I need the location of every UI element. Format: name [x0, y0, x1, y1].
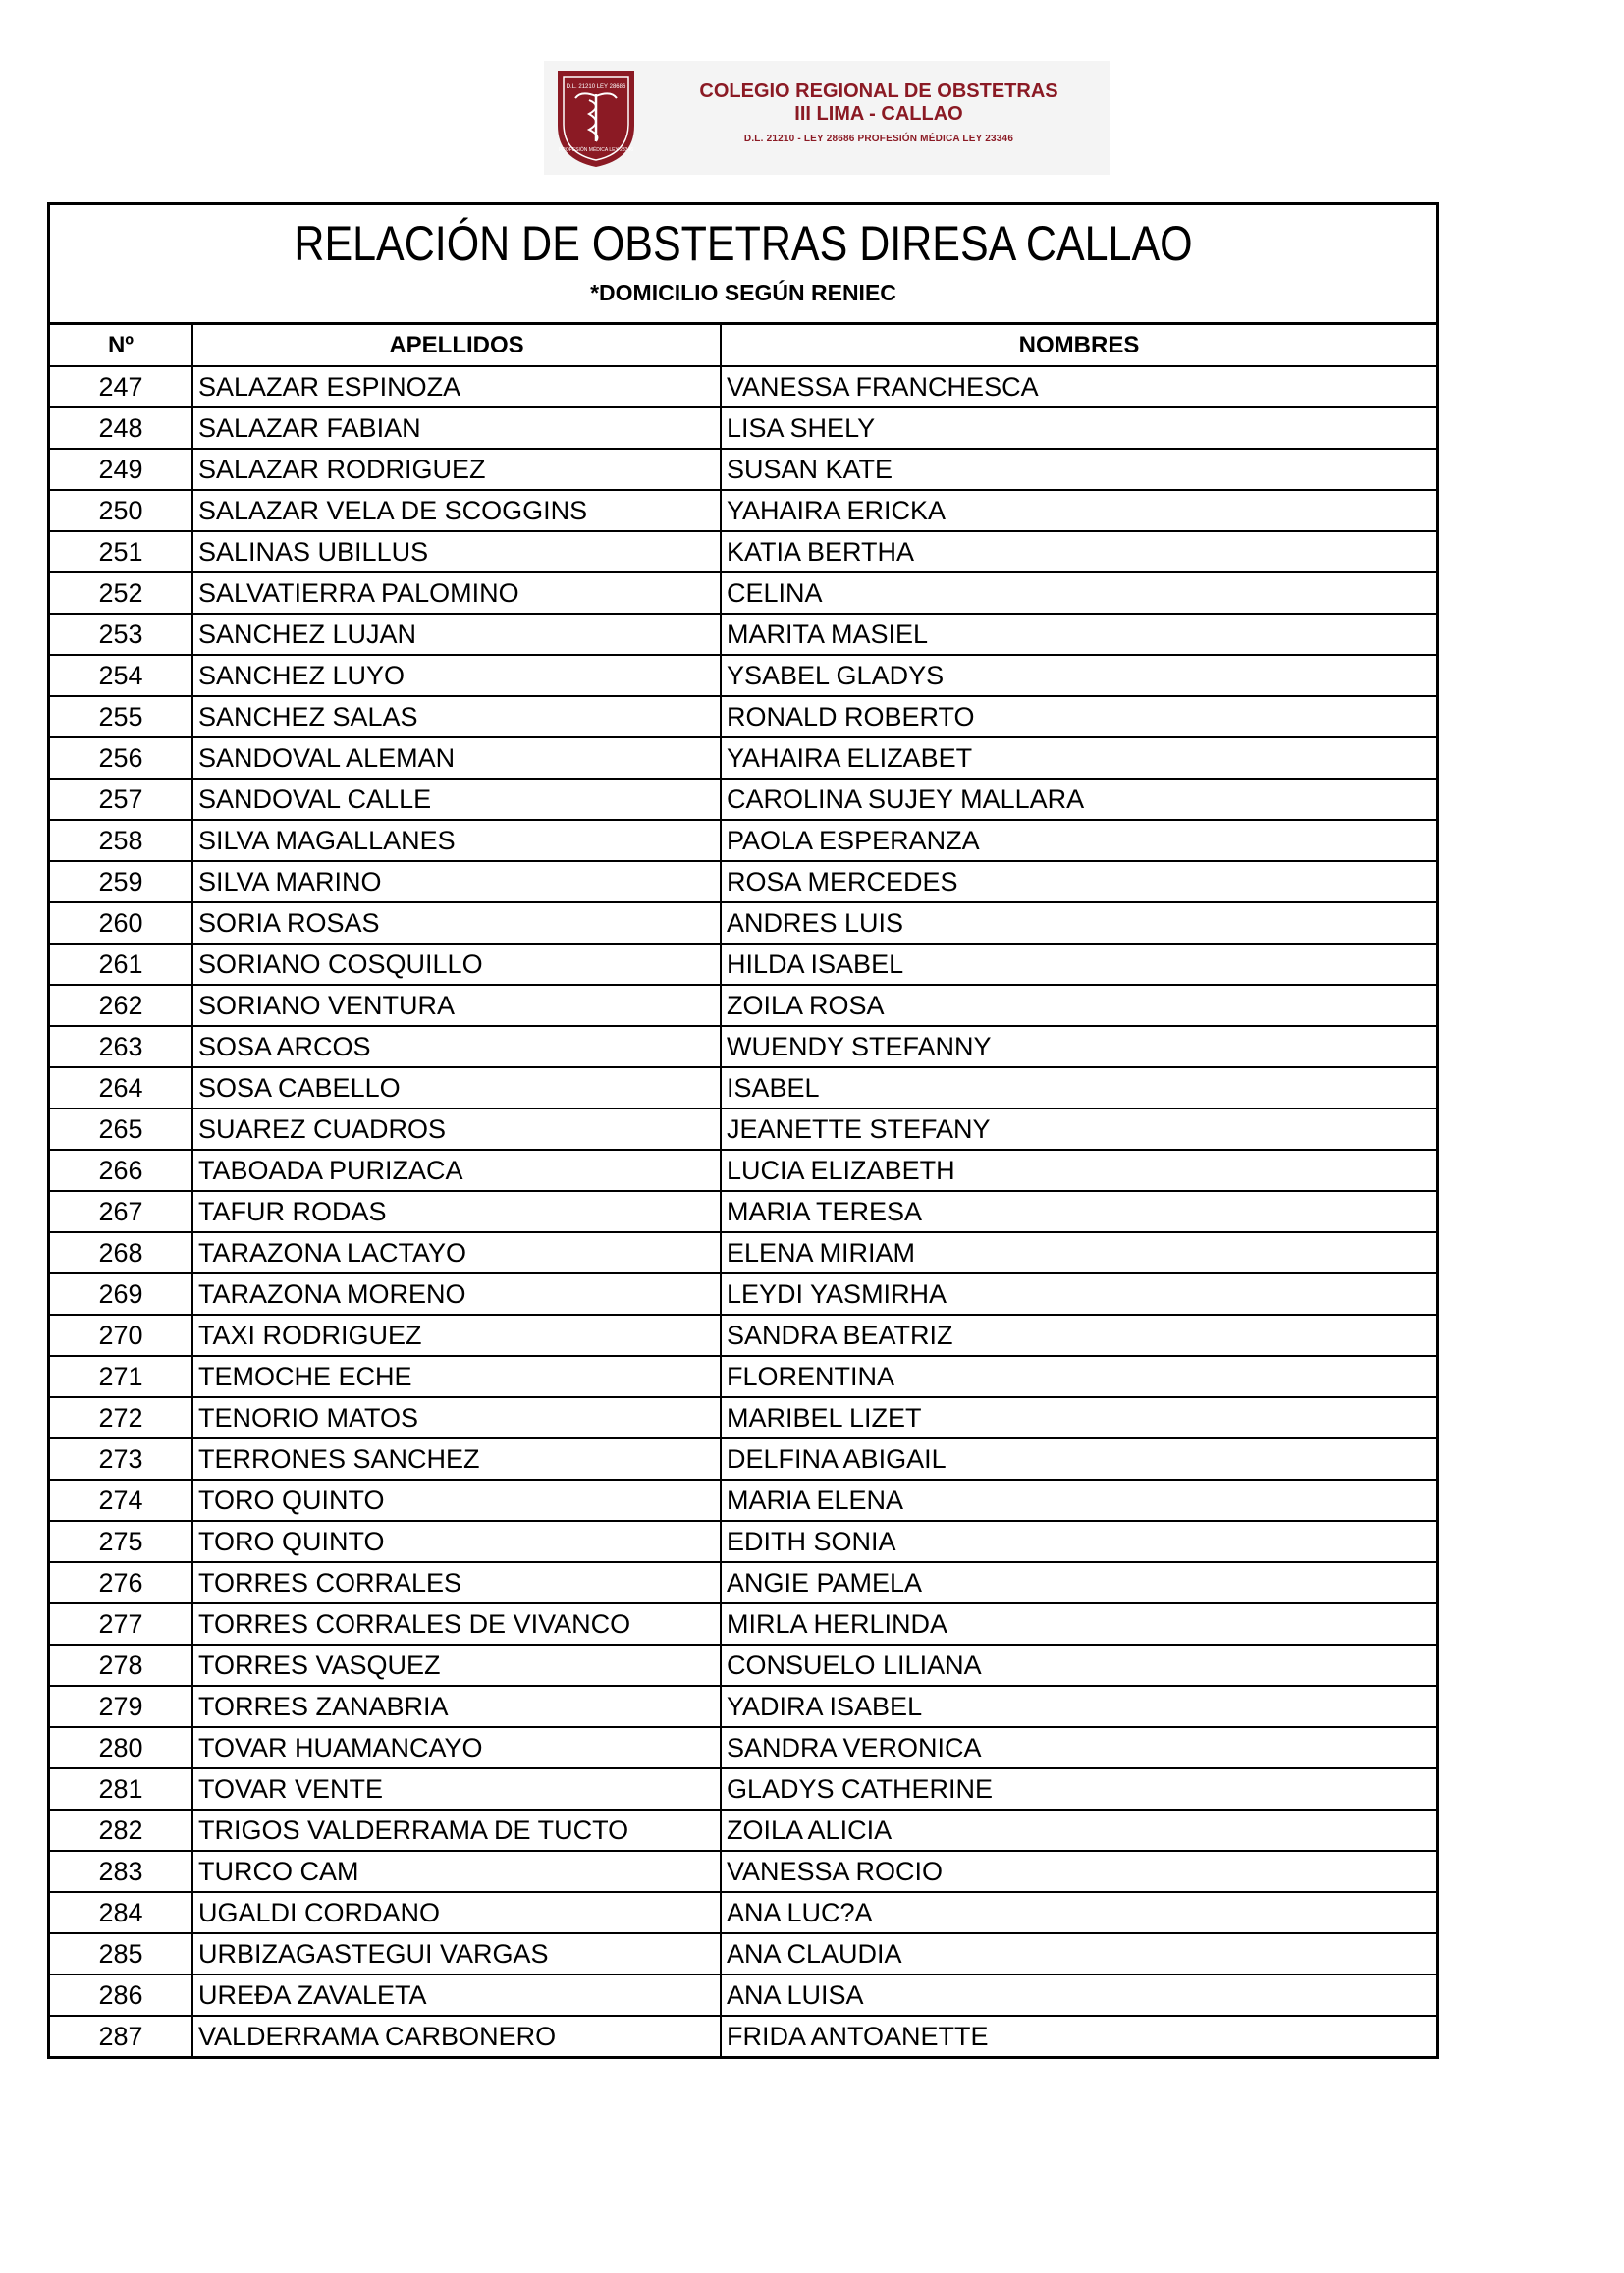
table-row: [50, 614, 1436, 655]
row-names: ANDRES LUIS: [721, 902, 1436, 944]
row-names: MARIBEL LIZET: [721, 1397, 1436, 1438]
row-names: RONALD ROBERTO: [721, 696, 1436, 737]
page-subtitle: *DOMICILIO SEGÚN RENIEC: [590, 280, 896, 305]
row-number: 287: [50, 2016, 192, 2056]
row-names: SANDRA VERONICA: [721, 1727, 1436, 1768]
table-row: [50, 407, 1436, 449]
college-emblem-icon: [552, 65, 640, 171]
table-row: [50, 1397, 1436, 1438]
row-surnames: SORIA ROSAS: [192, 902, 721, 944]
row-number: 251: [50, 531, 192, 572]
row-number: 281: [50, 1768, 192, 1810]
table-row: [50, 1933, 1436, 1975]
row-number: 279: [50, 1686, 192, 1727]
row-names: ANA LUC?A: [721, 1892, 1436, 1933]
table-row: [50, 1026, 1436, 1067]
row-names: EDITH SONIA: [721, 1521, 1436, 1562]
row-number: 249: [50, 449, 192, 490]
row-number: 269: [50, 1273, 192, 1315]
row-surnames: SANCHEZ LUYO: [192, 655, 721, 696]
row-number: 250: [50, 490, 192, 531]
row-names: LUCIA ELIZABETH: [721, 1150, 1436, 1191]
row-surnames: TORRES VASQUEZ: [192, 1645, 721, 1686]
table-row: [50, 572, 1436, 614]
row-surnames: TORO QUINTO: [192, 1480, 721, 1521]
row-surnames: SILVA MAGALLANES: [192, 820, 721, 861]
row-surnames: SANDOVAL ALEMAN: [192, 737, 721, 779]
row-number: 278: [50, 1645, 192, 1686]
row-names: GLADYS CATHERINE: [721, 1768, 1436, 1810]
table-row: [50, 1686, 1436, 1727]
row-surnames: SALAZAR VELA DE SCOGGINS: [192, 490, 721, 531]
row-names: DELFINA ABIGAIL: [721, 1438, 1436, 1480]
table-row: [50, 531, 1436, 572]
row-surnames: URBIZAGASTEGUI VARGAS: [192, 1933, 721, 1975]
row-names: YADIRA ISABEL: [721, 1686, 1436, 1727]
row-names: ANGIE PAMELA: [721, 1562, 1436, 1603]
row-surnames: SOSA CABELLO: [192, 1067, 721, 1109]
row-number: 256: [50, 737, 192, 779]
title-block: [50, 205, 1436, 325]
row-surnames: TAFUR RODAS: [192, 1191, 721, 1232]
table-header-row: [50, 325, 1436, 366]
row-names: HILDA ISABEL: [721, 944, 1436, 985]
table-row: [50, 1191, 1436, 1232]
row-surnames: TURCO CAM: [192, 1851, 721, 1892]
row-names: ANA LUISA: [721, 1975, 1436, 2016]
letterhead-logo: [544, 61, 1110, 175]
row-surnames: TORRES ZANABRIA: [192, 1686, 721, 1727]
row-surnames: SALAZAR RODRIGUEZ: [192, 449, 721, 490]
row-number: 276: [50, 1562, 192, 1603]
table-row: [50, 820, 1436, 861]
row-number: 263: [50, 1026, 192, 1067]
table-row: [50, 1356, 1436, 1397]
row-surnames: SILVA MARINO: [192, 861, 721, 902]
row-surnames: SANCHEZ SALAS: [192, 696, 721, 737]
row-names: PAOLA ESPERANZA: [721, 820, 1436, 861]
table-row: [50, 985, 1436, 1026]
table-row: [50, 1150, 1436, 1191]
row-number: 262: [50, 985, 192, 1026]
row-number: 261: [50, 944, 192, 985]
row-names: MARITA MASIEL: [721, 614, 1436, 655]
row-surnames: UGALDI CORDANO: [192, 1892, 721, 1933]
table-row: [50, 1892, 1436, 1933]
table-row: [50, 1768, 1436, 1810]
row-names: VANESSA FRANCHESCA: [721, 366, 1436, 407]
row-names: SUSAN KATE: [721, 449, 1436, 490]
table-row: [50, 1603, 1436, 1645]
row-names: VANESSA ROCIO: [721, 1851, 1436, 1892]
logo-subtitle: D.L. 21210 - LEY 28686 PROFESIÓN MÉDICA LEY 23346: [743, 134, 1014, 144]
row-surnames: SORIANO VENTURA: [192, 985, 721, 1026]
table-row: [50, 1480, 1436, 1521]
row-names: MARIA TERESA: [721, 1191, 1436, 1232]
table-row: [50, 1810, 1436, 1851]
row-surnames: TAXI RODRIGUEZ: [192, 1315, 721, 1356]
row-number: 285: [50, 1933, 192, 1975]
table-row: [50, 779, 1436, 820]
row-names: YAHAIRA ELIZABET: [721, 737, 1436, 779]
row-surnames: TRIGOS VALDERRAMA DE TUCTO: [192, 1810, 721, 1851]
table-row: [50, 944, 1436, 985]
logo-title-line1: COLEGIO REGIONAL DE OBSTETRAS: [699, 81, 1058, 102]
row-surnames: TEMOCHE ECHE: [192, 1356, 721, 1397]
row-names: YSABEL GLADYS: [721, 655, 1436, 696]
row-number: 259: [50, 861, 192, 902]
emblem-text-top: D.L. 21210 LEY 28686: [566, 84, 626, 90]
row-names: MIRLA HERLINDA: [721, 1603, 1436, 1645]
row-names: CAROLINA SUJEY MALLARA: [721, 779, 1436, 820]
obstetras-sheet: [47, 202, 1439, 2059]
header-surnames: APELLIDOS: [192, 325, 721, 366]
table-row: [50, 861, 1436, 902]
table-row: [50, 1851, 1436, 1892]
row-names: ROSA MERCEDES: [721, 861, 1436, 902]
row-number: 265: [50, 1109, 192, 1150]
row-names: ZOILA ROSA: [721, 985, 1436, 1026]
table-row: [50, 1067, 1436, 1109]
table-row: [50, 1975, 1436, 2016]
row-number: 254: [50, 655, 192, 696]
row-names: CELINA: [721, 572, 1436, 614]
row-number: 275: [50, 1521, 192, 1562]
row-surnames: SALVATIERRA PALOMINO: [192, 572, 721, 614]
table-row: [50, 1645, 1436, 1686]
row-number: 270: [50, 1315, 192, 1356]
table-body: [50, 366, 1436, 2056]
row-names: WUENDY STEFANNY: [721, 1026, 1436, 1067]
row-number: 283: [50, 1851, 192, 1892]
logo-title-line2: III LIMA - CALLAO: [794, 103, 963, 125]
table-row: [50, 1562, 1436, 1603]
row-number: 253: [50, 614, 192, 655]
row-surnames: TOVAR VENTE: [192, 1768, 721, 1810]
row-names: LISA SHELY: [721, 407, 1436, 449]
row-number: 255: [50, 696, 192, 737]
row-names: FRIDA ANTOANETTE: [721, 2016, 1436, 2056]
row-surnames: TARAZONA MORENO: [192, 1273, 721, 1315]
row-names: ZOILA ALICIA: [721, 1810, 1436, 1851]
row-number: 277: [50, 1603, 192, 1645]
row-number: 257: [50, 779, 192, 820]
row-number: 247: [50, 366, 192, 407]
table-row: [50, 1727, 1436, 1768]
row-surnames: SALAZAR ESPINOZA: [192, 366, 721, 407]
row-surnames: SANCHEZ LUJAN: [192, 614, 721, 655]
table-row: [50, 366, 1436, 407]
row-names: KATIA BERTHA: [721, 531, 1436, 572]
row-surnames: SOSA ARCOS: [192, 1026, 721, 1067]
table-row: [50, 1438, 1436, 1480]
table-row: [50, 696, 1436, 737]
row-surnames: TORRES CORRALES: [192, 1562, 721, 1603]
row-names: FLORENTINA: [721, 1356, 1436, 1397]
row-number: 260: [50, 902, 192, 944]
row-names: YAHAIRA ERICKA: [721, 490, 1436, 531]
table-row: [50, 490, 1436, 531]
row-surnames: TORO QUINTO: [192, 1521, 721, 1562]
row-surnames: TOVAR HUAMANCAYO: [192, 1727, 721, 1768]
row-number: 252: [50, 572, 192, 614]
row-names: LEYDI YASMIRHA: [721, 1273, 1436, 1315]
row-number: 271: [50, 1356, 192, 1397]
row-surnames: TENORIO MATOS: [192, 1397, 721, 1438]
table-row: [50, 655, 1436, 696]
row-number: 280: [50, 1727, 192, 1768]
row-number: 284: [50, 1892, 192, 1933]
header-number: Nº: [50, 325, 192, 366]
table-row: [50, 1521, 1436, 1562]
row-surnames: TORRES CORRALES DE VIVANCO: [192, 1603, 721, 1645]
row-names: ELENA MIRIAM: [721, 1232, 1436, 1273]
row-surnames: UREĐA ZAVALETA: [192, 1975, 721, 2016]
row-surnames: TERRONES SANCHEZ: [192, 1438, 721, 1480]
row-surnames: SUAREZ CUADROS: [192, 1109, 721, 1150]
page-title: RELACIÓN DE OBSTETRAS DIRESA CALLAO: [294, 216, 1193, 271]
row-names: MARIA ELENA: [721, 1480, 1436, 1521]
row-number: 282: [50, 1810, 192, 1851]
row-number: 267: [50, 1191, 192, 1232]
row-surnames: TARAZONA LACTAYO: [192, 1232, 721, 1273]
row-surnames: VALDERRAMA CARBONERO: [192, 2016, 721, 2056]
row-surnames: SORIANO COSQUILLO: [192, 944, 721, 985]
row-surnames: SALAZAR FABIAN: [192, 407, 721, 449]
row-names: CONSUELO LILIANA: [721, 1645, 1436, 1686]
row-number: 248: [50, 407, 192, 449]
row-number: 258: [50, 820, 192, 861]
row-number: 272: [50, 1397, 192, 1438]
logo-title: [658, 81, 1100, 126]
row-names: ISABEL: [721, 1067, 1436, 1109]
row-number: 274: [50, 1480, 192, 1521]
table-row: [50, 1273, 1436, 1315]
table-row: [50, 1232, 1436, 1273]
table-row: [50, 1315, 1436, 1356]
row-surnames: TABOADA PURIZACA: [192, 1150, 721, 1191]
header-names: NOMBRES: [721, 325, 1436, 366]
row-names: ANA CLAUDIA: [721, 1933, 1436, 1975]
row-names: SANDRA BEATRIZ: [721, 1315, 1436, 1356]
row-number: 266: [50, 1150, 192, 1191]
row-number: 268: [50, 1232, 192, 1273]
row-surnames: SALINAS UBILLUS: [192, 531, 721, 572]
table-row: [50, 1109, 1436, 1150]
row-surnames: SANDOVAL CALLE: [192, 779, 721, 820]
emblem-text-bottom: PROFESIÓN MÉDICA LEY 23346: [558, 147, 634, 153]
row-number: 264: [50, 1067, 192, 1109]
table-row: [50, 2016, 1436, 2056]
table-row: [50, 737, 1436, 779]
table-row: [50, 449, 1436, 490]
table-row: [50, 902, 1436, 944]
obstetras-table: [50, 325, 1436, 2056]
row-names: JEANETTE STEFANY: [721, 1109, 1436, 1150]
row-number: 273: [50, 1438, 192, 1480]
row-number: 286: [50, 1975, 192, 2016]
